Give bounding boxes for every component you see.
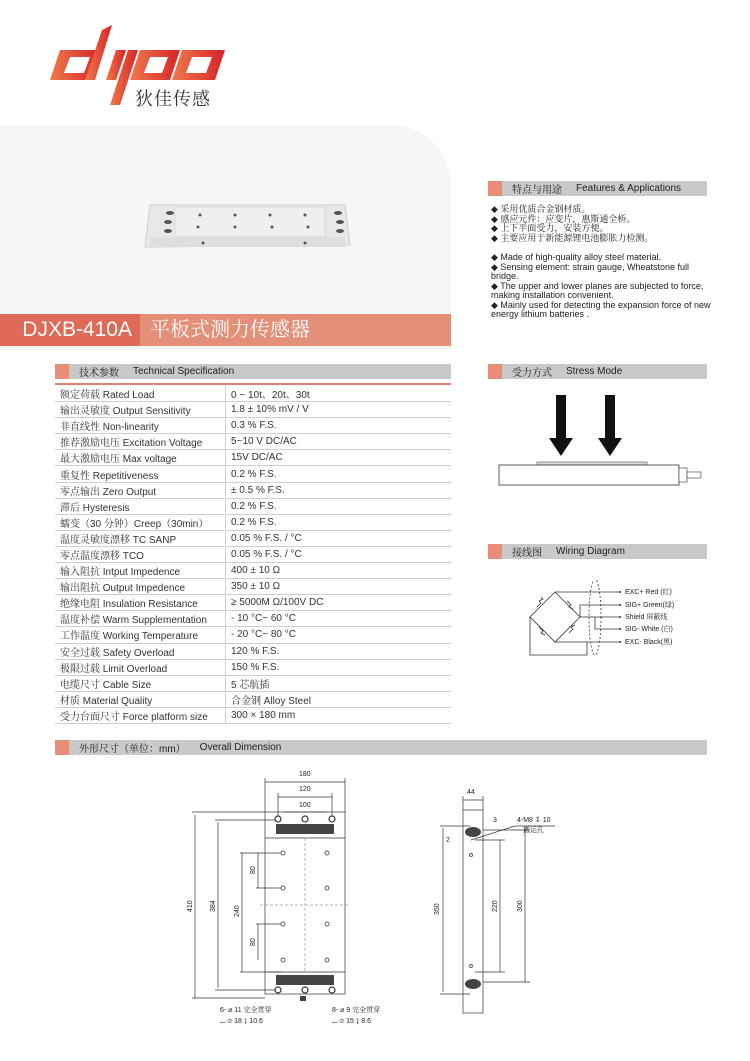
spec-row — [55, 546, 451, 562]
spec-row — [55, 691, 451, 707]
spec-row — [55, 627, 451, 643]
dim-label: 120 — [299, 786, 311, 793]
spec-row — [55, 482, 451, 498]
brand-name-cn: 狄佳传感 — [135, 89, 211, 109]
spec-title-en: Technical Specification — [133, 366, 235, 377]
spec-row — [55, 643, 451, 659]
spec-key: 最大激励电压 Max voltage — [55, 450, 226, 466]
thread-note: 4-M8 ↧ 10 — [517, 817, 551, 824]
spec-row — [55, 386, 451, 402]
spec-value: 400 ± 10 Ω — [226, 563, 452, 579]
dim-label: 220 — [492, 900, 499, 912]
dim-label: 180 — [299, 771, 311, 778]
wire-label: EXC- Black(黑) — [625, 639, 673, 646]
stress-diagram — [495, 390, 720, 490]
stress-title-en: Stress Mode — [566, 366, 623, 377]
spec-row — [55, 450, 451, 466]
wiring-title-cn: 接线图 — [512, 548, 542, 559]
dim-label: 44 — [467, 789, 475, 796]
spec-key: 安全过载 Safety Overload — [55, 643, 226, 659]
dim-label: 410 — [187, 900, 194, 912]
spec-key: 电缆尺寸 Cable Size — [55, 675, 226, 691]
force-arrow-icon — [598, 395, 622, 456]
wire-label: SIG- White (白) — [625, 626, 673, 633]
wire-label: EXC+ Red (红) — [625, 589, 672, 596]
spec-divider — [55, 383, 451, 385]
spec-row — [55, 563, 451, 579]
spec-key: 推荐激励电压 Excitation Voltage — [55, 434, 226, 450]
wiring-title-en: Wiring Diagram — [556, 546, 625, 557]
dim-label: 80 — [250, 866, 257, 874]
spec-value: 350 ± 10 Ω — [226, 579, 452, 595]
spec-value: 1.8 ± 10% mV / V — [226, 402, 452, 418]
spec-value: 0 ~ 10t、20t、30t — [226, 386, 452, 402]
spec-row — [55, 579, 451, 595]
section-marker — [488, 181, 502, 196]
wiring-diagram — [525, 580, 720, 670]
spec-key: 蠕变（30 分钟）Creep（30min） — [55, 514, 226, 530]
stress-header — [488, 364, 707, 379]
features-title-cn: 特点与用途 — [512, 185, 562, 196]
spec-row — [55, 402, 451, 418]
spec-row — [55, 675, 451, 691]
sensor-body — [499, 465, 679, 485]
feature-cn: ◆ 采用优质合金钢材质。 — [491, 204, 591, 214]
spec-value: 300 × 180 mm — [226, 707, 452, 723]
spec-value: 0.2 % F.S. — [226, 514, 452, 530]
spec-value: 0.2 % F.S. — [226, 498, 452, 514]
section-marker — [55, 364, 69, 379]
spec-value: 0.05 % F.S. / °C — [226, 546, 452, 562]
dim-label: 350 — [434, 903, 441, 915]
thread-note-cn: 搬运孔 — [523, 827, 544, 834]
dim-label: 100 — [299, 802, 311, 809]
dim-label: 80 — [250, 938, 257, 946]
dim-label: 300 — [517, 900, 524, 912]
spec-value: 5 芯航插 — [226, 675, 452, 691]
stress-title-cn: 受力方式 — [512, 368, 552, 379]
spec-key: 输入阻抗 Intput Impedence — [55, 563, 226, 579]
hole-note: 8- ⌀ 9 完全贯穿 — [332, 1007, 381, 1014]
spec-key: 额定荷载 Rated Load — [55, 386, 226, 402]
hole-note: 6- ⌀ 11 完全贯穿 — [220, 1007, 272, 1014]
spec-row — [55, 514, 451, 530]
product-image — [140, 195, 355, 255]
spec-key: 滞后 Hysteresis — [55, 498, 226, 514]
wire-label: SIG+ Green(绿) — [625, 602, 675, 609]
spec-key: 极限过载 Limit Overload — [55, 659, 226, 675]
spec-title-cn: 技术参数 — [79, 368, 119, 379]
feature-cn: ◆ 感应元件：应变片，惠斯通全桥。 — [491, 213, 636, 224]
spec-row — [55, 466, 451, 482]
dim-label: 2 — [446, 837, 450, 844]
wire-label: Shield 屏蔽线 — [625, 614, 668, 621]
spec-key: 零点输出 Zero Output — [55, 482, 226, 498]
section-marker — [488, 364, 502, 379]
spec-value: - 10 °C~ 60 °C — [226, 611, 452, 627]
feature-en: ◆ The upper and lower planes are subjected to force, making installation convenient. — [491, 280, 704, 300]
spec-key: 工作温度 Working Temperature — [55, 627, 226, 643]
spec-header — [55, 364, 451, 379]
spec-value: 合金钢 Alloy Steel — [226, 691, 452, 707]
spec-value: 5~10 V DC/AC — [226, 434, 452, 450]
spec-row — [55, 530, 451, 546]
product-model: DJXB-410A — [0, 314, 140, 346]
dimension-drawing — [180, 760, 600, 1050]
spec-row — [55, 659, 451, 675]
spec-key: 温度补偿 Warm Supplementation — [55, 611, 226, 627]
spec-key: 输出灵敏度 Output Sensitivity — [55, 402, 226, 418]
spec-value: 120 % F.S. — [226, 643, 452, 659]
spec-key: 输出阻抗 Output Impedence — [55, 579, 226, 595]
spec-row — [55, 595, 451, 611]
spec-key: 非直线性 Non-linearity — [55, 418, 226, 434]
dimension-header — [55, 740, 707, 755]
spec-value: 0.2 % F.S. — [226, 466, 452, 482]
spec-value: 0.3 % F.S. — [226, 418, 452, 434]
feature-en: ◆ Sensing element: strain gauge, Wheatstone full bridge. — [491, 261, 690, 281]
dimension-title-cn: 外形尺寸（单位：mm） — [79, 744, 186, 755]
wiring-header — [488, 544, 707, 559]
feature-cn: ◆ 主要应用于新能源锂电池膨胀力检测。 — [491, 232, 654, 243]
spec-table — [55, 386, 451, 724]
spec-row — [55, 611, 451, 627]
spec-key: 材质 Material Quality — [55, 691, 226, 707]
spec-key: 重复性 Repetitiveness — [55, 466, 226, 482]
feature-cn: ◆ 上下平面受力，安装方便。 — [491, 223, 609, 233]
hole-note: ⌴ ⌀ 15 ↧ 8.6 — [332, 1018, 372, 1025]
feature-en: ◆ Made of high-quality alloy steel material. — [491, 252, 662, 262]
dim-label: 240 — [234, 905, 241, 917]
spec-value: ± 0.5 % F.S. — [226, 482, 452, 498]
product-title-bar — [0, 314, 451, 346]
spec-row — [55, 418, 451, 434]
spec-row — [55, 498, 451, 514]
spec-value: 150 % F.S. — [226, 659, 452, 675]
features-title-en: Features & Applications — [576, 183, 682, 194]
spec-key: 零点温度漂移 TCO — [55, 546, 226, 562]
spec-row — [55, 707, 451, 723]
hole-note: ⌴ ⌀ 18 ↧ 10.6 — [220, 1018, 263, 1025]
spec-value: ≥ 5000M Ω/100V DC — [226, 595, 452, 611]
dim-label: 384 — [210, 900, 217, 912]
dimension-title-en: Overall Dimension — [199, 742, 282, 753]
spec-key: 受力台面尺寸 Force platform size — [55, 707, 226, 723]
features-header — [488, 181, 707, 196]
product-name: 平板式测力传感器 — [140, 314, 451, 346]
spec-value: 0.05 % F.S. / °C — [226, 530, 452, 546]
feature-en: ◆ Mainly used for detecting the expansion force of new energy lithium batteries . — [491, 299, 711, 319]
spec-row — [55, 434, 451, 450]
section-marker — [55, 740, 69, 755]
spec-value: 15V DC/AC — [226, 450, 452, 466]
section-marker — [488, 544, 502, 559]
force-arrow-icon — [549, 395, 573, 456]
spec-value: - 20 °C~ 80 °C — [226, 627, 452, 643]
spec-key: 温度灵敏度漂移 TC SANP — [55, 530, 226, 546]
spec-key: 绝缘电阻 Insulation Resistance — [55, 595, 226, 611]
dim-label: 3 — [493, 817, 497, 824]
features-list — [491, 205, 711, 320]
